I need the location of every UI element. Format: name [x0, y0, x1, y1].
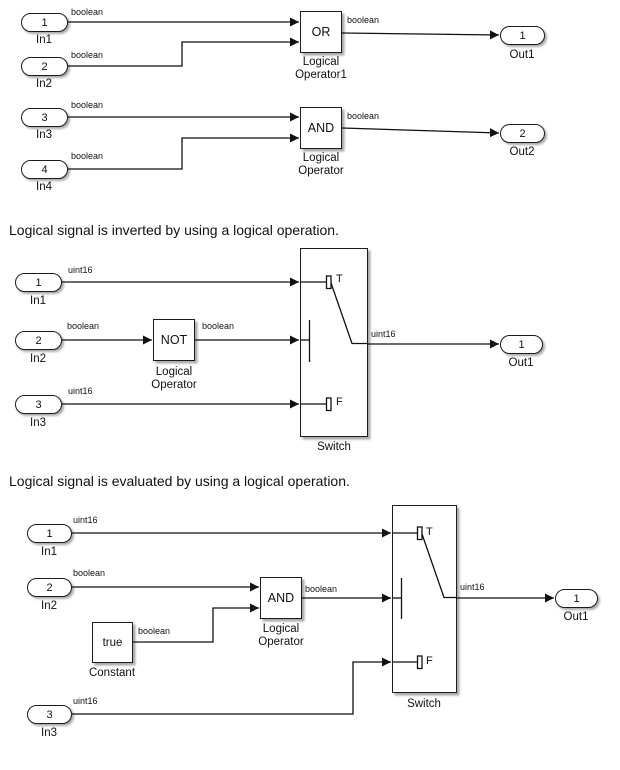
inport-label-in1: In1 — [30, 295, 46, 307]
port-number: 4 — [41, 163, 48, 176]
port-number: 2 — [46, 581, 53, 594]
or-block-name: Logical Operator1 — [295, 56, 347, 81]
constant-value: true — [102, 636, 123, 649]
not-logical-operator-block[interactable] — [153, 319, 195, 361]
inport-label-in3: In3 — [41, 727, 57, 739]
or-logical-operator-block[interactable] — [300, 11, 342, 53]
signal-label: boolean — [67, 321, 100, 331]
inport-in1-sec1[interactable] — [21, 13, 68, 32]
inport-label-in2: In2 — [30, 353, 46, 365]
inport-in3-sec1[interactable] — [21, 108, 68, 127]
signal-label: boolean — [71, 151, 104, 161]
wires-sec3 — [72, 533, 554, 714]
operator-text: NOT — [160, 333, 188, 347]
port-number: 2 — [35, 334, 42, 347]
wires-sec1 — [68, 22, 499, 169]
and-block-name: Logical Operator — [258, 623, 304, 648]
signal-label: uint16 — [460, 582, 485, 592]
inport-in1-sec2[interactable] — [15, 273, 62, 292]
signal-label: boolean — [138, 626, 171, 636]
inport-label-in2: In2 — [36, 78, 52, 90]
signal-label: boolean — [71, 100, 104, 110]
port-number: 3 — [41, 111, 48, 124]
inport-label-in1: In1 — [41, 546, 57, 558]
signal-label: boolean — [305, 584, 338, 594]
switch-block-name: Switch — [317, 441, 351, 453]
signal-label: boolean — [73, 568, 106, 578]
signal-label: boolean — [71, 7, 104, 17]
inport-in2-sec3[interactable] — [27, 578, 72, 597]
switch-block-sec2[interactable] — [300, 248, 368, 437]
switch-t-label: T — [426, 526, 433, 538]
signal-label: uint16 — [68, 386, 93, 396]
inport-in4-sec1[interactable] — [21, 160, 68, 179]
inport-in3-sec2[interactable] — [15, 395, 62, 414]
switch-block-sec3[interactable] — [392, 505, 457, 693]
outport-label-out1: Out1 — [508, 357, 534, 369]
port-number: 1 — [519, 29, 526, 42]
port-number: 1 — [573, 592, 580, 605]
outport-label-out1: Out1 — [509, 49, 535, 61]
port-number: 1 — [518, 338, 525, 351]
port-number: 3 — [46, 708, 53, 721]
inport-label-in1: In1 — [36, 34, 52, 46]
inport-label-in2: In2 — [41, 600, 57, 612]
outport-out1-sec2[interactable] — [500, 335, 543, 354]
switch-f-label: F — [426, 655, 433, 667]
signal-label: uint16 — [73, 696, 98, 706]
not-block-name: Logical Operator — [151, 366, 197, 391]
switch-block-name: Switch — [407, 698, 441, 710]
inport-label-in4: In4 — [36, 181, 52, 193]
inport-in3-sec3[interactable] — [27, 705, 72, 724]
outport-out1-sec1[interactable] — [500, 26, 545, 45]
signal-label: uint16 — [73, 515, 98, 525]
signal-label: boolean — [347, 15, 380, 25]
port-number: 2 — [519, 127, 526, 140]
signal-label: boolean — [202, 321, 235, 331]
and-block-name: Logical Operator — [298, 152, 344, 177]
port-number: 1 — [41, 16, 48, 29]
inport-label-in3: In3 — [30, 417, 46, 429]
constant-block[interactable] — [92, 622, 133, 663]
operator-text: AND — [307, 121, 335, 135]
inport-in1-sec3[interactable] — [27, 524, 72, 543]
inport-label-in3: In3 — [36, 129, 52, 141]
constant-block-name: Constant — [88, 667, 136, 679]
outport-label-out2: Out2 — [509, 146, 535, 158]
inport-in2-sec1[interactable] — [21, 57, 68, 76]
switch-t-label: T — [336, 273, 343, 285]
caption-inverted: Logical signal is inverted by using a logical operation. — [9, 222, 339, 238]
switch-f-label: F — [336, 396, 343, 408]
port-number: 2 — [41, 60, 48, 73]
caption-evaluated: Logical signal is evaluated by using a logical operation. — [9, 473, 350, 489]
port-number: 1 — [46, 527, 53, 540]
outport-out2-sec1[interactable] — [500, 124, 545, 143]
outport-out1-sec3[interactable] — [555, 589, 598, 608]
inport-in2-sec2[interactable] — [15, 331, 62, 350]
port-number: 1 — [35, 276, 42, 289]
port-number: 3 — [35, 398, 42, 411]
and-logical-operator-block-sec3[interactable] — [260, 577, 302, 619]
operator-text: AND — [267, 591, 295, 605]
and-logical-operator-block[interactable] — [300, 107, 342, 149]
signal-label: uint16 — [371, 329, 396, 339]
operator-text: OR — [311, 25, 331, 39]
wires-sec2 — [62, 282, 499, 404]
signal-label: boolean — [71, 50, 104, 60]
outport-label-out1: Out1 — [563, 611, 589, 623]
signal-label: uint16 — [68, 265, 93, 275]
signal-label: boolean — [347, 111, 380, 121]
